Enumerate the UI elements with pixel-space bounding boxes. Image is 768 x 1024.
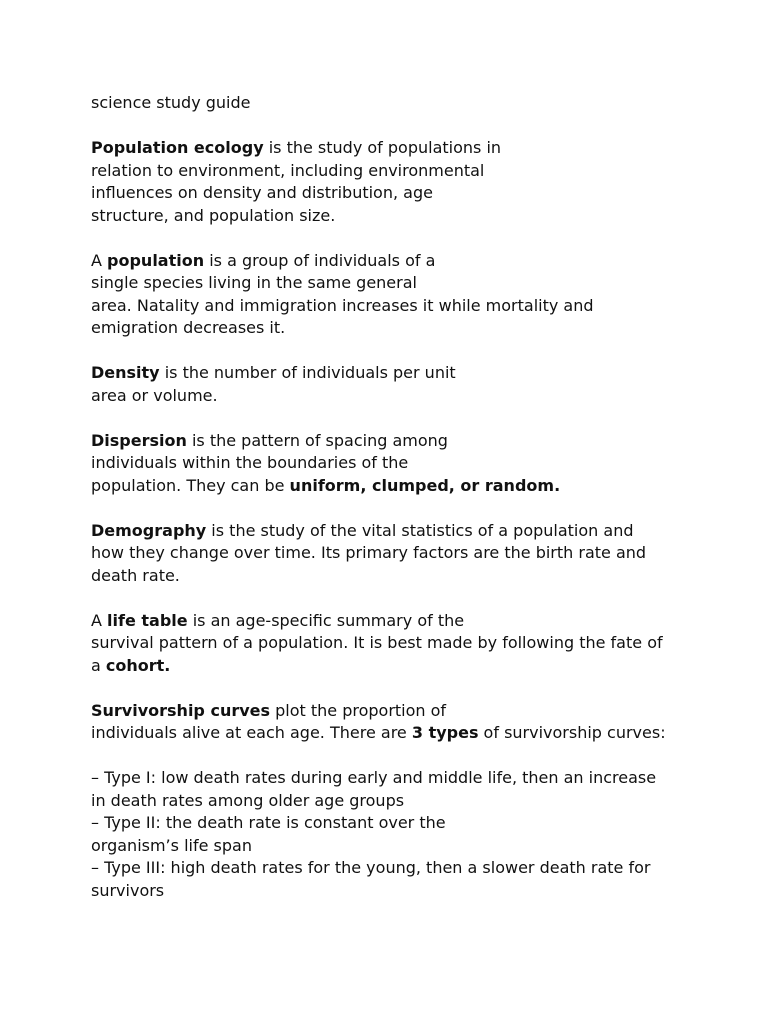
bold-term: 3 types [411, 723, 479, 742]
bold-term: Demography [91, 520, 207, 540]
text-line [91, 812, 711, 835]
paragraph [91, 610, 711, 678]
text-run: – Type I: low death rates during early and middle life, then an increase [91, 768, 657, 787]
text-line [91, 475, 711, 498]
text-run: area or volume. [91, 385, 218, 405]
text-run: plot the proportion of [270, 700, 447, 720]
paragraph [91, 767, 711, 902]
text-run: individuals alive at each age. There are [91, 723, 412, 742]
bold-term: uniform, clumped, or random. [289, 475, 561, 495]
text-run: structure, and population size. [91, 205, 336, 225]
text-run: individuals within the boundaries of the [91, 453, 409, 472]
text-line [91, 880, 711, 903]
text-run: is the study of populations in [263, 138, 502, 157]
paragraph [91, 520, 711, 588]
text-line [91, 790, 711, 813]
bold-term: life table [107, 610, 188, 630]
text-run: A [91, 610, 108, 630]
bold-term: population [107, 250, 205, 270]
text-run: relation to environment, including environmental [91, 160, 485, 180]
text-line [91, 205, 711, 228]
text-run: is a group of individuals of a [204, 250, 436, 270]
paragraph [91, 362, 711, 407]
text-line [91, 767, 711, 790]
bold-term: Dispersion [91, 430, 187, 450]
text-run: area. Natality and immigration increases it while mortality and [91, 295, 594, 315]
text-line [91, 610, 711, 633]
text-line [91, 520, 711, 543]
text-line [91, 250, 711, 273]
text-run: is the number of individuals per unit [159, 363, 456, 382]
text-run: a [91, 655, 106, 675]
paragraph [91, 430, 711, 498]
text-line [91, 655, 711, 678]
text-run: single species living in the same general [91, 273, 417, 292]
bold-term: Population ecology [91, 138, 264, 157]
text-line [91, 452, 711, 475]
text-line [91, 700, 711, 723]
paragraph [91, 700, 711, 745]
text-run: A [91, 250, 108, 270]
text-line [91, 857, 711, 880]
text-line [91, 722, 711, 745]
text-run: influences on density and distribution, age [91, 183, 433, 202]
text-line [91, 160, 711, 183]
document-title-text: science study guide [91, 93, 251, 112]
text-line [91, 385, 711, 408]
text-line [91, 565, 711, 588]
text-run: death rate. [91, 565, 180, 585]
text-run: – Type II: the death rate is constant over the [91, 813, 446, 832]
text-run: emigration decreases it. [91, 318, 286, 337]
text-line [91, 317, 711, 340]
text-line [91, 295, 711, 318]
text-line [91, 362, 711, 385]
text-run: of survivorship curves: [478, 723, 666, 742]
text-run: survival pattern of a population. It is best made by following the fate of [91, 633, 663, 652]
document-page [91, 92, 711, 925]
bold-term: cohort. [105, 655, 171, 675]
bold-term: Density [91, 363, 160, 382]
paragraph [91, 137, 711, 227]
text-run: survivors [91, 880, 165, 900]
bold-term: Survivorship curves [91, 700, 271, 720]
text-line [91, 182, 711, 205]
text-line [91, 632, 711, 655]
text-line [91, 137, 711, 160]
text-line [91, 430, 711, 453]
text-run: in death rates among older age groups [91, 790, 405, 810]
text-run: organism’s life span [91, 835, 252, 855]
text-line [91, 272, 711, 295]
document-title [91, 92, 711, 115]
paragraph [91, 250, 711, 340]
text-run: is the study of the vital statistics of a population and [206, 520, 634, 540]
text-line [91, 835, 711, 858]
document-body [91, 137, 711, 902]
text-run: is the pattern of spacing among [186, 430, 448, 450]
text-run: – Type III: high death rates for the young, then a slower death rate for [91, 858, 651, 877]
text-run: is an age-specific summary of the [187, 610, 465, 630]
text-line [91, 542, 711, 565]
text-run: how they change over time. Its primary factors are the birth rate and [91, 543, 647, 562]
text-run: population. They can be [91, 475, 290, 495]
